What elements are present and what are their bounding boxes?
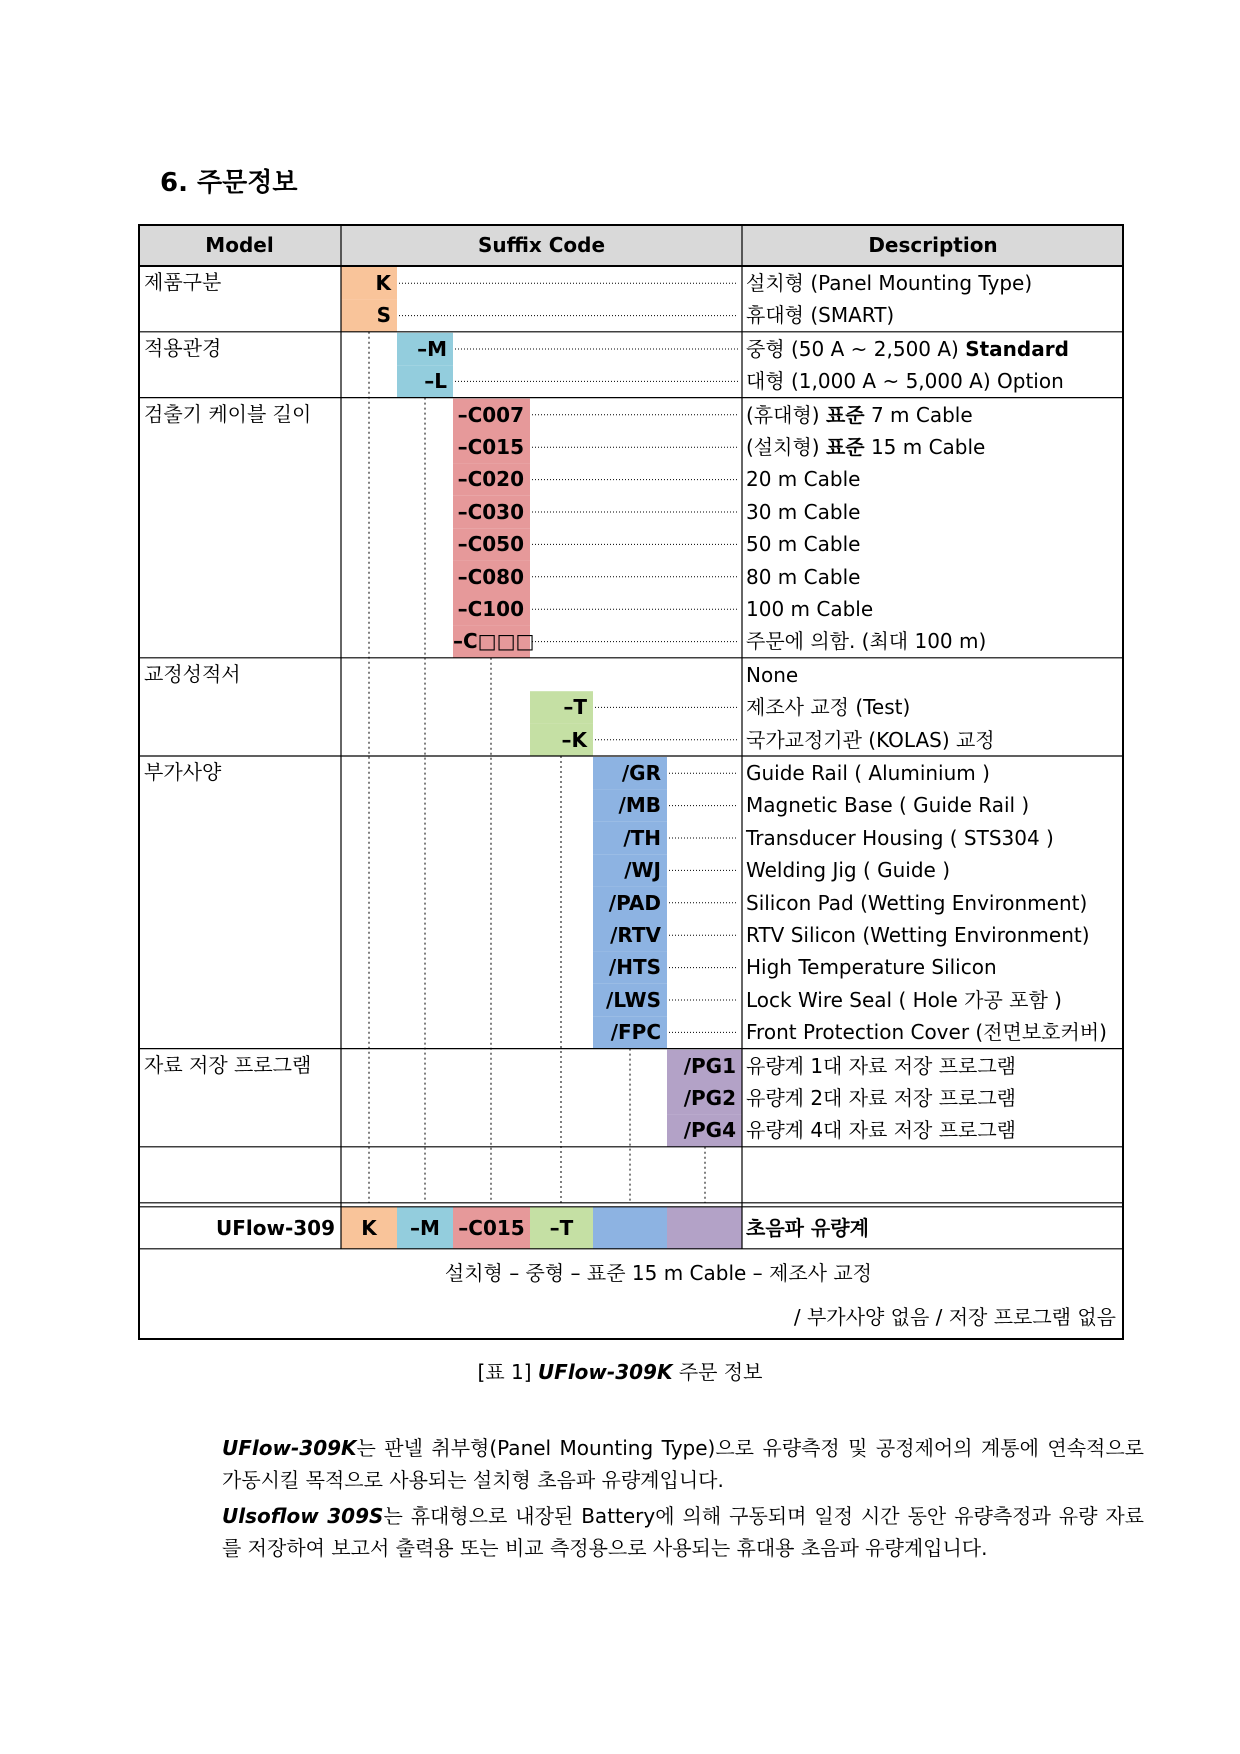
table-caption	[0, 1356, 1240, 1385]
suffix-code: –L	[424, 369, 447, 394]
description-text	[746, 854, 950, 886]
suffix-code: /LWS	[606, 987, 661, 1012]
desc-prefix: (휴대형)	[746, 402, 820, 427]
suffix-code: /GR	[621, 761, 661, 785]
example-desc: 초음파 유량계	[746, 1215, 869, 1240]
suffix-code: /PG1	[683, 1053, 736, 1078]
desc-main: Transducer Housing ( STS304 )	[746, 825, 1054, 850]
suffix-code: –C100	[457, 597, 524, 621]
desc-main: 80 m Cable	[746, 564, 861, 589]
description-text	[746, 659, 798, 691]
model-label: 검출기 케이블 길이	[144, 401, 312, 426]
desc-main: 15 m Cable	[870, 435, 986, 459]
example-code-bg	[667, 1207, 742, 1249]
paragraph-lead: Ulsoflow 309S	[222, 1504, 384, 1528]
suffix-code: K	[375, 271, 391, 295]
description-text	[746, 333, 1069, 365]
description-text	[746, 299, 894, 331]
desc-main: Magnetic Base ( Guide Rail )	[746, 793, 1030, 818]
description-text	[746, 267, 1032, 299]
desc-main: RTV Silicon (Wetting Environment)	[746, 923, 1090, 947]
caption-model: UFlow-309K	[537, 1360, 673, 1384]
desc-main: 유량계 4대 자료 저장 프로그램	[746, 1118, 1016, 1143]
paragraph-text: 는 판넬 취부형(Panel Mounting Type)으로 유량측정 및 공정제어의 계통에 연속적으로 가동시킬 목적으로 사용되는 설치형 초음파 유량계입니다.	[222, 1436, 1144, 1492]
order-info-table	[138, 224, 1124, 1340]
suffix-code: /WJ	[624, 858, 661, 883]
suffix-code: /PG4	[683, 1118, 736, 1143]
description-text	[746, 691, 910, 723]
desc-main: 100 m Cable	[746, 597, 874, 621]
description-text	[746, 822, 1054, 854]
suffix-code: /TH	[623, 825, 661, 850]
description-text	[746, 561, 860, 593]
suffix-code: /RTV	[610, 923, 661, 947]
model-label: 제품구분	[144, 270, 222, 294]
desc-main: 30 m Cable	[746, 499, 861, 524]
description-text	[746, 724, 995, 756]
description-text	[746, 951, 997, 983]
suffix-code: –C030	[457, 499, 524, 524]
suffix-code: /FPC	[610, 1020, 661, 1045]
desc-main: 20 m Cable	[746, 467, 861, 492]
suffix-code: –M	[417, 336, 447, 361]
model-label: 적용관경	[144, 335, 222, 360]
description-text	[746, 757, 990, 789]
description-text	[746, 365, 1064, 397]
desc-main: High Temperature Silicon	[746, 955, 997, 980]
desc-main: 유량계 1대 자료 저장 프로그램	[746, 1053, 1016, 1078]
desc-main: 설치형 (Panel Mounting Type)	[746, 271, 1033, 295]
description-text	[746, 496, 860, 528]
suffix-code: –C007	[457, 402, 524, 427]
suffix-code: /PAD	[608, 890, 661, 915]
suffix-code: –C080	[457, 564, 524, 589]
example-code-bg	[593, 1207, 667, 1249]
suffix-code: –K	[561, 727, 587, 752]
description-text	[746, 593, 873, 625]
description-text	[746, 431, 985, 463]
desc-main: Welding Jig ( Guide )	[746, 858, 951, 883]
desc-main: 국가교정기관 (KOLAS) 교정	[746, 727, 995, 752]
desc-main: None	[746, 662, 799, 687]
desc-main: Front Protection Cover (전면보호커버)	[746, 1020, 1107, 1045]
caption-prefix: [표 1]	[477, 1360, 532, 1384]
example-explanation-1: 설치형 – 중형 – 표준 15 m Cable – 제조사 교정	[444, 1260, 872, 1285]
header-model: Model	[205, 233, 274, 257]
desc-main: 유량계 2대 자료 저장 프로그램	[746, 1086, 1016, 1110]
desc-main: 50 m Cable	[746, 532, 861, 557]
suffix-code: –T	[563, 695, 587, 720]
caption-suffix: 주문 정보	[678, 1360, 763, 1384]
desc-main: Lock Wire Seal ( Hole 가공 포함 )	[746, 987, 1062, 1012]
paragraph-309s	[222, 1500, 1144, 1564]
suffix-code: –C050	[457, 532, 524, 557]
section-title: 6. 주문정보	[160, 168, 298, 198]
desc-main: 대형 (1,000 A ~ 5,000 A) Option	[746, 369, 1064, 394]
desc-bold: Standard	[965, 336, 1069, 361]
model-label: 교정성적서	[144, 661, 241, 686]
description-text	[746, 919, 1090, 951]
suffix-code: S	[376, 303, 391, 328]
desc-bold: 표준	[825, 402, 865, 427]
example-model: UFlow-309	[215, 1215, 335, 1240]
suffix-code: /PG2	[683, 1086, 736, 1110]
paragraph-text: 는 휴대형으로 내장된 Battery에 의해 구동되며 일정 시간 동안 유량측정과 유량 자료를 저장하여 보고서 출력용 또는 비교 측정용으로 사용되는 휴대용 초음파 유량계입니다.	[222, 1504, 1145, 1560]
description-text	[746, 1082, 1016, 1114]
description-text	[746, 887, 1087, 919]
header-description: Description	[868, 233, 998, 257]
description-text	[746, 1050, 1016, 1082]
example-code: –C015	[458, 1215, 525, 1240]
example-explanation-2: / 부가사양 없음 / 저장 프로그램 없음	[793, 1304, 1116, 1329]
desc-main: 7 m Cable	[870, 402, 973, 427]
example-code: K	[361, 1215, 377, 1240]
description-text	[746, 463, 860, 495]
description-text	[746, 984, 1062, 1016]
suffix-code: –C020	[457, 467, 524, 492]
desc-bold: 표준	[825, 435, 865, 459]
paragraph-lead: UFlow-309K	[222, 1436, 357, 1460]
suffix-code: –C015	[457, 435, 524, 459]
description-text	[746, 399, 973, 431]
model-label: 자료 저장 프로그램	[144, 1052, 312, 1077]
suffix-code: /HTS	[608, 955, 661, 980]
example-code: –T	[549, 1215, 574, 1240]
description-text	[746, 528, 860, 560]
description-text	[746, 1114, 1016, 1146]
example-code: –M	[410, 1215, 440, 1240]
paragraph-309k	[222, 1432, 1144, 1496]
description-text	[746, 1016, 1107, 1048]
model-label: 부가사양	[144, 760, 222, 784]
desc-main: 휴대형 (SMART)	[746, 303, 895, 328]
description-text	[746, 789, 1029, 821]
suffix-code: /MB	[618, 793, 661, 818]
description-text	[746, 625, 986, 657]
header-suffix: Suffix Code	[477, 233, 606, 257]
desc-main: Guide Rail ( Aluminium )	[746, 761, 990, 785]
desc-main: 주문에 의함. (최대 100 m)	[746, 629, 987, 654]
desc-prefix: (설치형)	[746, 435, 820, 459]
desc-main: 중형 (50 A ~ 2,500 A)	[746, 336, 959, 361]
desc-main: 제조사 교정 (Test)	[746, 695, 911, 720]
desc-main: Silicon Pad (Wetting Environment)	[746, 890, 1088, 915]
suffix-code: –C□□□	[453, 629, 535, 654]
